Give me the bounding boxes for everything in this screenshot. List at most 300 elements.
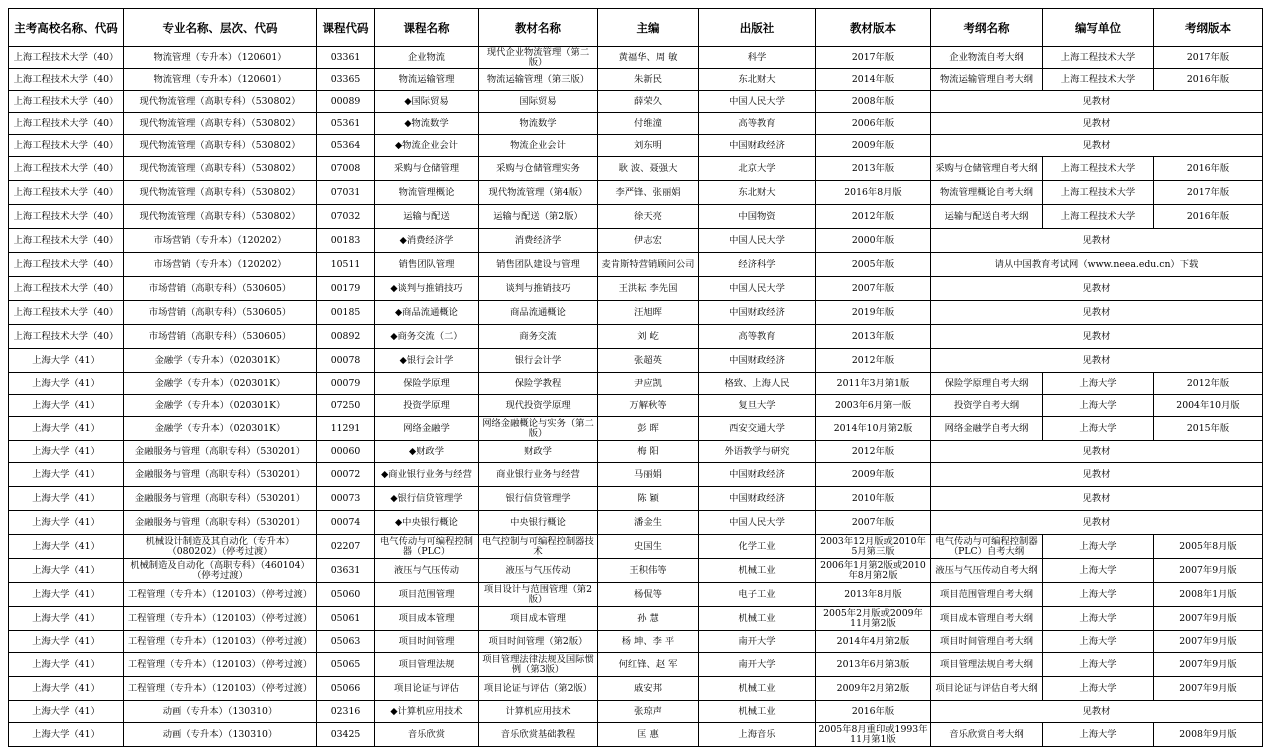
cell-publisher: 北京大学 [699, 157, 816, 181]
cell-school: 上海大学（41） [9, 511, 124, 535]
cell-school: 上海工程技术大学（40） [9, 325, 124, 349]
cell-editor: 王积伟等 [598, 559, 699, 583]
cell-textbook: 谈判与推销技巧 [479, 277, 598, 301]
cell-outline-edition: 2017年版 [1154, 47, 1263, 69]
cell-outline: 物流运输管理自考大纲 [931, 69, 1043, 91]
cell-course-name: ◆物流数学 [375, 113, 479, 135]
cell-textbook: 项目成本管理 [479, 607, 598, 631]
cell-major: 机械制造及自动化（高职专科）（460104）（停考过渡） [124, 559, 317, 583]
cell-outline-edition: 2007年9月版 [1154, 677, 1263, 701]
cell-textbook: 国际贸易 [479, 91, 598, 113]
cell-publisher: 格致、上海人民 [699, 373, 816, 395]
cell-major: 市场营销（高职专科）（530605） [124, 277, 317, 301]
cell-unit: 上海工程技术大学 [1043, 47, 1154, 69]
cell-course-code: 02316 [317, 701, 375, 723]
cell-course-name: ◆银行会计学 [375, 349, 479, 373]
cell-course-code: 00072 [317, 463, 375, 487]
cell-outline-edition: 2007年9月版 [1154, 607, 1263, 631]
cell-outline-edition: 2012年版 [1154, 373, 1263, 395]
cell-school: 上海工程技术大学（40） [9, 47, 124, 69]
cell-edition: 2009年版 [816, 463, 931, 487]
cell-textbook: 银行信贷管理学 [479, 487, 598, 511]
cell-publisher: 南开大学 [699, 653, 816, 677]
cell-course-name: ◆商务交流（二） [375, 325, 479, 349]
cell-school: 上海大学（41） [9, 487, 124, 511]
header-school: 主考高校名称、代码 [9, 9, 124, 47]
cell-editor: 戚安邦 [598, 677, 699, 701]
cell-school: 上海工程技术大学（40） [9, 277, 124, 301]
cell-major: 现代物流管理（高职专科）（530802） [124, 181, 317, 205]
cell-school: 上海大学（41） [9, 463, 124, 487]
cell-textbook: 销售团队建设与管理 [479, 253, 598, 277]
table-row [9, 631, 1263, 653]
cell-course-name: 音乐欣赏 [375, 723, 479, 747]
cell-major: 机械设计制造及其自动化（专升本）（080202）（停考过渡） [124, 535, 317, 559]
cell-outline: 运输与配送自考大纲 [931, 205, 1043, 229]
table-row [9, 607, 1263, 631]
cell-editor: 张琼声 [598, 701, 699, 723]
table-row [9, 113, 1263, 135]
cell-major: 市场营销（高职专科）（530605） [124, 301, 317, 325]
cell-textbook: 现代投资学原理 [479, 395, 598, 417]
cell-outline-edition: 2004年10月版 [1154, 395, 1263, 417]
table-body [9, 47, 1263, 747]
cell-course-code: 00073 [317, 487, 375, 511]
cell-textbook: 运输与配送（第2版） [479, 205, 598, 229]
table-row [9, 47, 1263, 69]
cell-textbook: 电气控制与可编程控制器技术 [479, 535, 598, 559]
cell-school: 上海工程技术大学（40） [9, 253, 124, 277]
cell-textbook: 中央银行概论 [479, 511, 598, 535]
cell-textbook: 物流企业会计 [479, 135, 598, 157]
cell-unit: 上海大学 [1043, 583, 1154, 607]
cell-course-name: 网络金融学 [375, 417, 479, 441]
cell-outline-note: 见教材 [931, 135, 1263, 157]
cell-major: 动画（专升本）（130310） [124, 723, 317, 747]
cell-course-code: 05060 [317, 583, 375, 607]
cell-publisher: 机械工业 [699, 559, 816, 583]
cell-course-code: 00892 [317, 325, 375, 349]
cell-outline-note: 见教材 [931, 701, 1263, 723]
cell-course-name: 液压与气压传动 [375, 559, 479, 583]
cell-course-code: 07031 [317, 181, 375, 205]
cell-publisher: 中国财政经济 [699, 463, 816, 487]
cell-course-code: 05065 [317, 653, 375, 677]
cell-outline: 项目时间管理自考大纲 [931, 631, 1043, 653]
cell-course-name: 项目时间管理 [375, 631, 479, 653]
cell-course-name: 项目范围管理 [375, 583, 479, 607]
table-row [9, 373, 1263, 395]
header-outline: 考纲名称 [931, 9, 1043, 47]
cell-school: 上海大学（41） [9, 607, 124, 631]
cell-outline-note: 见教材 [931, 301, 1263, 325]
cell-school: 上海大学（41） [9, 395, 124, 417]
cell-textbook: 计算机应用技术 [479, 701, 598, 723]
cell-edition: 2016年版 [816, 701, 931, 723]
cell-outline: 网络金融学自考大纲 [931, 417, 1043, 441]
cell-unit: 上海大学 [1043, 653, 1154, 677]
cell-course-name: 销售团队管理 [375, 253, 479, 277]
cell-editor: 孙 慧 [598, 607, 699, 631]
cell-course-code: 03365 [317, 69, 375, 91]
cell-publisher: 中国财政经济 [699, 135, 816, 157]
cell-textbook: 项目时间管理（第2版） [479, 631, 598, 653]
cell-unit: 上海大学 [1043, 559, 1154, 583]
cell-outline-note: 请从中国教育考试网（www.neea.edu.cn）下载 [931, 253, 1263, 277]
cell-publisher: 高等教育 [699, 113, 816, 135]
cell-course-name: 项目论证与评估 [375, 677, 479, 701]
cell-outline-note: 见教材 [931, 113, 1263, 135]
cell-publisher: 复旦大学 [699, 395, 816, 417]
table-row [9, 417, 1263, 441]
cell-school: 上海工程技术大学（40） [9, 157, 124, 181]
cell-editor: 万解秋等 [598, 395, 699, 417]
cell-publisher: 高等教育 [699, 325, 816, 349]
cell-course-name: ◆商业银行业务与经营 [375, 463, 479, 487]
cell-textbook: 现代企业物流管理（第二版） [479, 47, 598, 69]
cell-course-name: ◆消费经济学 [375, 229, 479, 253]
cell-editor: 徐天亮 [598, 205, 699, 229]
cell-textbook: 物流运输管理（第三版） [479, 69, 598, 91]
cell-unit: 上海工程技术大学 [1043, 181, 1154, 205]
cell-outline-note: 见教材 [931, 349, 1263, 373]
cell-unit: 上海大学 [1043, 677, 1154, 701]
cell-course-name: ◆财政学 [375, 441, 479, 463]
cell-major: 工程管理（专升本）（120103）（停考过渡） [124, 653, 317, 677]
header-unit: 编写单位 [1043, 9, 1154, 47]
cell-school: 上海工程技术大学（40） [9, 91, 124, 113]
cell-unit: 上海大学 [1043, 373, 1154, 395]
cell-editor: 刘东明 [598, 135, 699, 157]
cell-course-name: ◆商品流通概论 [375, 301, 479, 325]
header-major: 专业名称、层次、代码 [124, 9, 317, 47]
cell-major: 金融学（专升本）（020301K） [124, 373, 317, 395]
cell-school: 上海大学（41） [9, 677, 124, 701]
table-row [9, 301, 1263, 325]
cell-major: 金融服务与管理（高职专科）（530201） [124, 487, 317, 511]
cell-editor: 汪旭晖 [598, 301, 699, 325]
cell-outline-note: 见教材 [931, 441, 1263, 463]
cell-outline: 液压与气压传动自考大纲 [931, 559, 1043, 583]
table-row [9, 583, 1263, 607]
cell-textbook: 项目管理法律法规及国际惯例（第3版） [479, 653, 598, 677]
header-course-code: 课程代码 [317, 9, 375, 47]
table-row [9, 701, 1263, 723]
cell-course-name: 物流运输管理 [375, 69, 479, 91]
cell-school: 上海大学（41） [9, 535, 124, 559]
table-row [9, 135, 1263, 157]
cell-editor: 梅 阳 [598, 441, 699, 463]
cell-edition: 2005年版 [816, 253, 931, 277]
cell-edition: 2013年版 [816, 325, 931, 349]
cell-course-code: 07008 [317, 157, 375, 181]
cell-school: 上海大学（41） [9, 373, 124, 395]
cell-outline-edition: 2007年9月版 [1154, 559, 1263, 583]
cell-unit: 上海大学 [1043, 607, 1154, 631]
header-publisher: 出版社 [699, 9, 816, 47]
cell-textbook: 采购与仓储管理实务 [479, 157, 598, 181]
cell-outline: 音乐欣赏自考大纲 [931, 723, 1043, 747]
cell-publisher: 机械工业 [699, 607, 816, 631]
cell-course-code: 03425 [317, 723, 375, 747]
cell-major: 市场营销（专升本）（120202） [124, 253, 317, 277]
cell-course-code: 07250 [317, 395, 375, 417]
cell-edition: 2010年版 [816, 487, 931, 511]
cell-edition: 2008年版 [816, 91, 931, 113]
cell-outline-edition: 2005年8月版 [1154, 535, 1263, 559]
cell-course-code: 00179 [317, 277, 375, 301]
cell-major: 现代物流管理（高职专科）（530802） [124, 157, 317, 181]
cell-outline-note: 见教材 [931, 487, 1263, 511]
cell-publisher: 化学工业 [699, 535, 816, 559]
cell-outline-edition: 2017年版 [1154, 181, 1263, 205]
cell-course-name: 保险学原理 [375, 373, 479, 395]
cell-outline: 投资学自考大纲 [931, 395, 1043, 417]
cell-course-code: 05066 [317, 677, 375, 701]
cell-outline-note: 见教材 [931, 463, 1263, 487]
cell-major: 金融学（专升本）（020301K） [124, 349, 317, 373]
table-row [9, 157, 1263, 181]
cell-publisher: 南开大学 [699, 631, 816, 653]
table-row [9, 229, 1263, 253]
cell-outline: 项目成本管理自考大纲 [931, 607, 1043, 631]
cell-school: 上海大学（41） [9, 653, 124, 677]
cell-major: 现代物流管理（高职专科）（530802） [124, 91, 317, 113]
cell-publisher: 中国财政经济 [699, 301, 816, 325]
cell-outline: 电气传动与可编程控制器（PLC）自考大纲 [931, 535, 1043, 559]
table-row [9, 677, 1263, 701]
cell-edition: 2003年6月第一版 [816, 395, 931, 417]
header-course-name: 课程名称 [375, 9, 479, 47]
cell-edition: 2012年版 [816, 441, 931, 463]
cell-school: 上海大学（41） [9, 701, 124, 723]
cell-outline: 项目范围管理自考大纲 [931, 583, 1043, 607]
table-row [9, 277, 1263, 301]
cell-outline-note: 见教材 [931, 511, 1263, 535]
cell-course-code: 05364 [317, 135, 375, 157]
cell-outline-edition: 2016年版 [1154, 157, 1263, 181]
cell-edition: 2014年版 [816, 69, 931, 91]
cell-course-name: ◆计算机应用技术 [375, 701, 479, 723]
cell-edition: 2013年8月版 [816, 583, 931, 607]
cell-edition: 2017年版 [816, 47, 931, 69]
textbook-table [8, 8, 1263, 747]
table-row [9, 559, 1263, 583]
cell-editor: 尹应凯 [598, 373, 699, 395]
table-row [9, 181, 1263, 205]
cell-publisher: 东北财大 [699, 181, 816, 205]
cell-course-code: 00185 [317, 301, 375, 325]
cell-major: 工程管理（专升本）（120103）（停考过渡） [124, 631, 317, 653]
cell-publisher: 中国人民大学 [699, 511, 816, 535]
cell-publisher: 西安交通大学 [699, 417, 816, 441]
table-row [9, 205, 1263, 229]
cell-outline-edition: 2016年版 [1154, 205, 1263, 229]
cell-textbook: 物流数学 [479, 113, 598, 135]
cell-outline-note: 见教材 [931, 325, 1263, 349]
cell-outline-note: 见教材 [931, 277, 1263, 301]
cell-course-name: ◆物流企业会计 [375, 135, 479, 157]
cell-course-code: 00078 [317, 349, 375, 373]
cell-editor: 匡 惠 [598, 723, 699, 747]
cell-course-code: 05063 [317, 631, 375, 653]
cell-school: 上海大学（41） [9, 559, 124, 583]
cell-outline-note: 见教材 [931, 229, 1263, 253]
table-row [9, 723, 1263, 747]
cell-unit: 上海大学 [1043, 417, 1154, 441]
cell-editor: 李严锋、张丽娟 [598, 181, 699, 205]
cell-textbook: 音乐欣赏基础教程 [479, 723, 598, 747]
cell-course-name: ◆银行信贷管理学 [375, 487, 479, 511]
cell-editor: 麦肯斯特营销顾问公司 [598, 253, 699, 277]
cell-course-name: 物流管理概论 [375, 181, 479, 205]
cell-course-name: ◆中央银行概论 [375, 511, 479, 535]
cell-outline: 保险学原理自考大纲 [931, 373, 1043, 395]
cell-publisher: 上海音乐 [699, 723, 816, 747]
cell-edition: 2009年版 [816, 135, 931, 157]
cell-editor: 朱新民 [598, 69, 699, 91]
cell-edition: 2007年版 [816, 277, 931, 301]
cell-course-name: 电气传动与可编程控制器（PLC） [375, 535, 479, 559]
cell-major: 现代物流管理（高职专科）（530802） [124, 205, 317, 229]
cell-course-code: 05061 [317, 607, 375, 631]
cell-publisher: 中国物资 [699, 205, 816, 229]
cell-editor: 陈 颖 [598, 487, 699, 511]
cell-editor: 伊志宏 [598, 229, 699, 253]
cell-course-name: ◆国际贸易 [375, 91, 479, 113]
cell-unit: 上海工程技术大学 [1043, 69, 1154, 91]
cell-course-code: 00089 [317, 91, 375, 113]
cell-edition: 2014年10月第2版 [816, 417, 931, 441]
cell-edition: 2000年版 [816, 229, 931, 253]
cell-publisher: 中国人民大学 [699, 229, 816, 253]
cell-major: 物流管理（专升本）（120601） [124, 47, 317, 69]
cell-school: 上海大学（41） [9, 723, 124, 747]
cell-unit: 上海大学 [1043, 535, 1154, 559]
cell-outline-edition: 2015年版 [1154, 417, 1263, 441]
cell-unit: 上海大学 [1043, 723, 1154, 747]
header-textbook: 教材名称 [479, 9, 598, 47]
cell-school: 上海工程技术大学（40） [9, 181, 124, 205]
cell-unit: 上海大学 [1043, 395, 1154, 417]
cell-unit: 上海工程技术大学 [1043, 157, 1154, 181]
cell-editor: 潘金生 [598, 511, 699, 535]
table-row [9, 349, 1263, 373]
table-row [9, 487, 1263, 511]
cell-course-code: 00079 [317, 373, 375, 395]
cell-major: 金融学（专升本）（020301K） [124, 395, 317, 417]
cell-editor: 刘 屹 [598, 325, 699, 349]
cell-textbook: 商业银行业务与经营 [479, 463, 598, 487]
cell-textbook: 项目论证与评估（第2版） [479, 677, 598, 701]
cell-school: 上海工程技术大学（40） [9, 135, 124, 157]
cell-outline: 采购与仓储管理自考大纲 [931, 157, 1043, 181]
cell-course-code: 00060 [317, 441, 375, 463]
cell-edition: 2012年版 [816, 349, 931, 373]
cell-edition: 2013年6月第3版 [816, 653, 931, 677]
cell-course-name: 运输与配送 [375, 205, 479, 229]
cell-school: 上海大学（41） [9, 417, 124, 441]
cell-course-code: 00074 [317, 511, 375, 535]
cell-course-name: 采购与仓储管理 [375, 157, 479, 181]
cell-major: 金融服务与管理（高职专科）（530201） [124, 511, 317, 535]
cell-textbook: 液压与气压传动 [479, 559, 598, 583]
cell-course-code: 10511 [317, 253, 375, 277]
cell-major: 工程管理（专升本）（120103）（停考过渡） [124, 583, 317, 607]
cell-major: 金融学（专升本）（020301K） [124, 417, 317, 441]
cell-edition: 2012年版 [816, 205, 931, 229]
table-row [9, 653, 1263, 677]
cell-editor: 张超英 [598, 349, 699, 373]
table-row [9, 395, 1263, 417]
cell-school: 上海大学（41） [9, 441, 124, 463]
cell-textbook: 财政学 [479, 441, 598, 463]
header-row [9, 9, 1263, 47]
cell-edition: 2005年2月版或2009年11月第2版 [816, 607, 931, 631]
cell-publisher: 机械工业 [699, 701, 816, 723]
table-row [9, 511, 1263, 535]
cell-outline-edition: 2016年版 [1154, 69, 1263, 91]
cell-edition: 2005年8月重印或1993年11月第1版 [816, 723, 931, 747]
cell-course-code: 11291 [317, 417, 375, 441]
cell-major: 市场营销（专升本）（120202） [124, 229, 317, 253]
cell-major: 现代物流管理（高职专科）（530802） [124, 135, 317, 157]
cell-major: 工程管理（专升本）（120103）（停考过渡） [124, 607, 317, 631]
cell-textbook: 消费经济学 [479, 229, 598, 253]
cell-course-name: 投资学原理 [375, 395, 479, 417]
cell-outline-note: 见教材 [931, 91, 1263, 113]
cell-editor: 杨侃等 [598, 583, 699, 607]
cell-publisher: 中国财政经济 [699, 349, 816, 373]
cell-publisher: 科学 [699, 47, 816, 69]
cell-outline: 项目管理法规自考大纲 [931, 653, 1043, 677]
table-row [9, 91, 1263, 113]
cell-textbook: 商品流通概论 [479, 301, 598, 325]
cell-publisher: 中国财政经济 [699, 487, 816, 511]
header-editor: 主编 [598, 9, 699, 47]
cell-textbook: 现代物流管理（第4版） [479, 181, 598, 205]
cell-editor: 耿 波、聂强大 [598, 157, 699, 181]
cell-course-code: 03361 [317, 47, 375, 69]
cell-outline: 企业物流自考大纲 [931, 47, 1043, 69]
header-outline-edition: 考纲版本 [1154, 9, 1263, 47]
cell-publisher: 机械工业 [699, 677, 816, 701]
cell-unit: 上海工程技术大学 [1043, 205, 1154, 229]
cell-publisher: 电子工业 [699, 583, 816, 607]
cell-edition: 2019年版 [816, 301, 931, 325]
table-row [9, 253, 1263, 277]
cell-outline-edition: 2007年9月版 [1154, 653, 1263, 677]
cell-school: 上海大学（41） [9, 349, 124, 373]
cell-publisher: 外语教学与研究 [699, 441, 816, 463]
cell-publisher: 中国人民大学 [699, 91, 816, 113]
cell-course-code: 00183 [317, 229, 375, 253]
cell-major: 金融服务与管理（高职专科）（530201） [124, 463, 317, 487]
cell-major: 市场营销（高职专科）（530605） [124, 325, 317, 349]
cell-school: 上海大学（41） [9, 583, 124, 607]
cell-publisher: 经济科学 [699, 253, 816, 277]
cell-textbook: 商务交流 [479, 325, 598, 349]
cell-school: 上海大学（41） [9, 631, 124, 653]
cell-editor: 杨 坤、李 平 [598, 631, 699, 653]
cell-publisher: 中国人民大学 [699, 277, 816, 301]
cell-school: 上海工程技术大学（40） [9, 69, 124, 91]
cell-school: 上海工程技术大学（40） [9, 205, 124, 229]
cell-school: 上海工程技术大学（40） [9, 229, 124, 253]
cell-textbook: 项目设计与范围管理（第2版） [479, 583, 598, 607]
cell-edition: 2007年版 [816, 511, 931, 535]
cell-publisher: 东北财大 [699, 69, 816, 91]
